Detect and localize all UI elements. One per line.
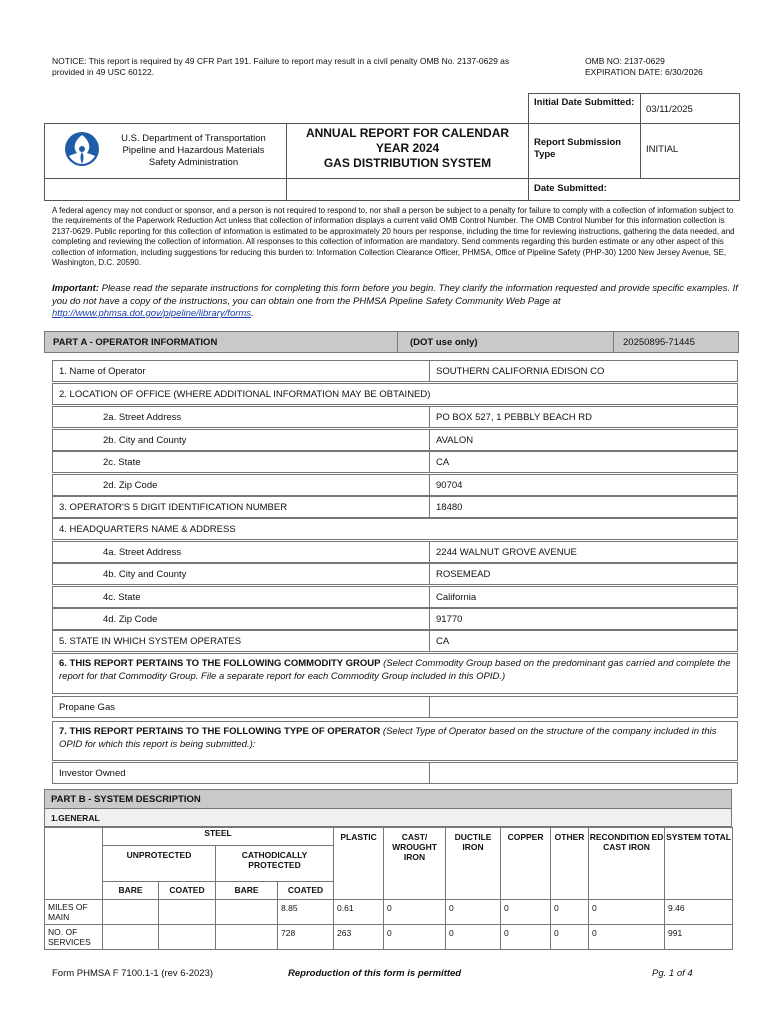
submission-type-label: Report Submission Type xyxy=(534,137,622,160)
miles-cell[interactable] xyxy=(159,900,216,925)
protected-bare-header: BARE xyxy=(216,882,278,900)
miles-of-main-row xyxy=(45,900,733,925)
services-cell[interactable]: 728 xyxy=(278,925,334,950)
system-description-table xyxy=(44,827,733,950)
row-hq-city: 4b. City and County ROSEMEAD xyxy=(52,563,738,585)
row-hq-state: 4c. State California xyxy=(52,586,738,608)
plastic-header: PLASTIC xyxy=(334,828,384,900)
notice-text: NOTICE: This report is required by 49 CFR Part 191. Failure to report may result in a civil penalty OMB No. 2137-0629 as provided in 49 USC 60122. xyxy=(52,56,510,77)
city-county-value[interactable]: AVALON xyxy=(429,430,737,450)
row-operator-id: 3. OPERATOR'S 5 DIGIT IDENTIFICATION NUMBER 18480 xyxy=(52,496,738,518)
services-cell[interactable]: 0 xyxy=(446,925,501,950)
initial-date-value[interactable]: 03/11/2025 xyxy=(646,104,693,115)
row-state: 2c. State CA xyxy=(52,451,738,473)
row-commodity-group xyxy=(52,696,738,718)
system-total-header: SYSTEM TOTAL xyxy=(665,828,733,900)
general-label: 1.GENERAL xyxy=(44,809,732,827)
dot-logo xyxy=(64,131,100,172)
state-value[interactable]: CA xyxy=(429,452,737,472)
operator-name-value[interactable]: SOUTHERN CALIFORNIA EDISON CO xyxy=(429,361,737,381)
miles-cell[interactable]: 0 xyxy=(384,900,446,925)
commodity-group-prompt: 6. THIS REPORT PERTAINS TO THE FOLLOWING COMMODITY GROUP (Select Commodity Group based on the predominant gas carried and complete the report for that Commodity Group. File a separate report for each Commodity Group included in this OPID.) xyxy=(52,653,738,694)
operator-type-value[interactable]: Investor Owned xyxy=(59,767,126,779)
steel-header: STEEL xyxy=(103,828,334,846)
miles-cell[interactable]: 0 xyxy=(551,900,589,925)
part-a-title: PART A - OPERATOR INFORMATION xyxy=(53,337,218,348)
initial-date-label: Initial Date Submitted: xyxy=(534,97,635,108)
form-title: ANNUAL REPORT FOR CALENDAR YEAR 2024 GAS DISTRIBUTION SYSTEM xyxy=(305,126,510,170)
miles-total[interactable]: 9.46 xyxy=(665,900,733,925)
row-zip: 2d. Zip Code 90704 xyxy=(52,474,738,496)
row-headquarters: 4. HEADQUARTERS NAME & ADDRESS xyxy=(52,518,738,540)
services-cell[interactable]: 263 xyxy=(334,925,384,950)
hq-zip-value[interactable]: 91770 xyxy=(429,609,737,629)
form-number: Form PHMSA F 7100.1-1 (rev 6-2023) xyxy=(52,968,214,979)
agency-name: U.S. Department of Transportation Pipeline and Hazardous Materials Safety Administration xyxy=(121,133,266,168)
expiration-date: EXPIRATION DATE: 6/30/2026 xyxy=(585,67,703,77)
burden-statement: A federal agency may not conduct or sponsor, and a person is not required to respond to, nor shall a person be subject to a penalty for failure to comply with a collection of information subject to the requirements of the Paperwork Reduction Act unless that collection of information displays a current valid OMB Control Number. The OMB Control Number for this information collection is 2137-0629. Public reporting for this collection of information is estimated to be approximately 20 hours per response, including the time for reviewing instructions, gathering the data needed, and completing and reviewing the collection of information. All responses to this collection of information are mandatory. Send comments regarding this burden estimate or any other aspect of this collection of information, including suggestions for reducing this burden to: Information Collection Clearance Officer, PHMSA, Office of Pipeline Safety (PHP-30) 1200 New Jersey Avenue, SE, Washington, D.C. 20590. xyxy=(52,206,735,268)
operator-type-prompt: 7. THIS REPORT PERTAINS TO THE FOLLOWING TYPE OF OPERATOR (Select Type of Operator based on the structure of the company included in this OPID for which this report is being submitted.): xyxy=(52,721,738,761)
row-system-state: 5. STATE IN WHICH SYSTEM OPERATES CA xyxy=(52,630,738,652)
operator-id-value[interactable]: 18480 xyxy=(429,497,737,517)
report-id: 20250895-71445 xyxy=(623,337,695,348)
miles-cell[interactable] xyxy=(103,900,159,925)
hq-street-value[interactable]: 2244 WALNUT GROVE AVENUE xyxy=(429,542,737,562)
row-operator-type xyxy=(52,762,738,784)
miles-of-main-label: MILES OF MAIN xyxy=(45,900,103,925)
cathodically-protected-header: CATHODICALLY PROTECTED xyxy=(216,846,334,882)
services-cell[interactable] xyxy=(159,925,216,950)
row-operator-name: 1. Name of Operator SOUTHERN CALIFORNIA EDISON CO xyxy=(52,360,738,382)
zip-value[interactable]: 90704 xyxy=(429,475,737,495)
miles-cell[interactable]: 0 xyxy=(501,900,551,925)
miles-cell[interactable]: 0 xyxy=(589,900,665,925)
row-hq-street: 4a. Street Address 2244 WALNUT GROVE AVENUE xyxy=(52,541,738,563)
reproduction-note: Reproduction of this form is permitted xyxy=(288,968,462,979)
important-note: Important: Please read the separate instructions for completing this form before you begin. They clarify the information requested and provide specific examples. If you do not have a copy of the instructions, you can obtain one from the PHMSA Pipeline Safety Community Web Page at http://www.phmsa.dot.gov/pipeline/library/forms. xyxy=(52,283,738,319)
miles-cell[interactable]: 8.85 xyxy=(278,900,334,925)
part-a-header xyxy=(44,331,739,353)
services-total[interactable]: 991 xyxy=(665,925,733,950)
reconditioned-cast-iron-header: RECONDITION ED CAST IRON xyxy=(589,828,665,900)
miles-cell[interactable]: 0 xyxy=(446,900,501,925)
services-cell[interactable]: 0 xyxy=(384,925,446,950)
row-city-county: 2b. City and County AVALON xyxy=(52,429,738,451)
copper-header: COPPER xyxy=(501,828,551,900)
system-state-value[interactable]: CA xyxy=(429,631,737,651)
header-block xyxy=(44,93,739,201)
other-header: OTHER xyxy=(551,828,589,900)
services-cell[interactable]: 0 xyxy=(501,925,551,950)
services-cell[interactable]: 0 xyxy=(551,925,589,950)
miles-cell[interactable]: 0.61 xyxy=(334,900,384,925)
protected-coated-header: COATED xyxy=(278,882,334,900)
services-label: NO. OF SERVICES xyxy=(45,925,103,950)
unprotected-header: UNPROTECTED xyxy=(103,846,216,882)
miles-cell[interactable] xyxy=(216,900,278,925)
ductile-iron-header: DUCTILE IRON xyxy=(446,828,501,900)
services-cell[interactable]: 0 xyxy=(589,925,665,950)
hq-state-value[interactable]: California xyxy=(429,587,737,607)
services-row xyxy=(45,925,733,950)
part-b-header: PART B - SYSTEM DESCRIPTION xyxy=(44,789,732,809)
omb-number: OMB NO: 2137-0629 xyxy=(585,56,665,66)
unprotected-bare-header: BARE xyxy=(103,882,159,900)
forms-link[interactable]: http://www.phmsa.dot.gov/pipeline/library/forms xyxy=(52,308,252,319)
dot-use-label: (DOT use only) xyxy=(410,337,478,348)
date-submitted-label: Date Submitted: xyxy=(534,183,607,194)
submission-type-value[interactable]: INITIAL xyxy=(646,144,679,155)
hq-city-value[interactable]: ROSEMEAD xyxy=(429,564,737,584)
row-hq-zip: 4d. Zip Code 91770 xyxy=(52,608,738,630)
street-address-value[interactable]: PO BOX 527, 1 PEBBLY BEACH RD xyxy=(429,407,737,427)
page-number: Pg. 1 of 4 xyxy=(652,968,693,979)
row-location-office: 2. LOCATION OF OFFICE (WHERE ADDITIONAL INFORMATION MAY BE OBTAINED) xyxy=(52,383,738,405)
unprotected-coated-header: COATED xyxy=(159,882,216,900)
commodity-group-value[interactable]: Propane Gas xyxy=(59,701,115,713)
row-street-address: 2a. Street Address PO BOX 527, 1 PEBBLY BEACH RD xyxy=(52,406,738,428)
services-cell[interactable] xyxy=(103,925,159,950)
services-cell[interactable] xyxy=(216,925,278,950)
cast-iron-header: CAST/ WROUGHT IRON xyxy=(384,828,446,900)
